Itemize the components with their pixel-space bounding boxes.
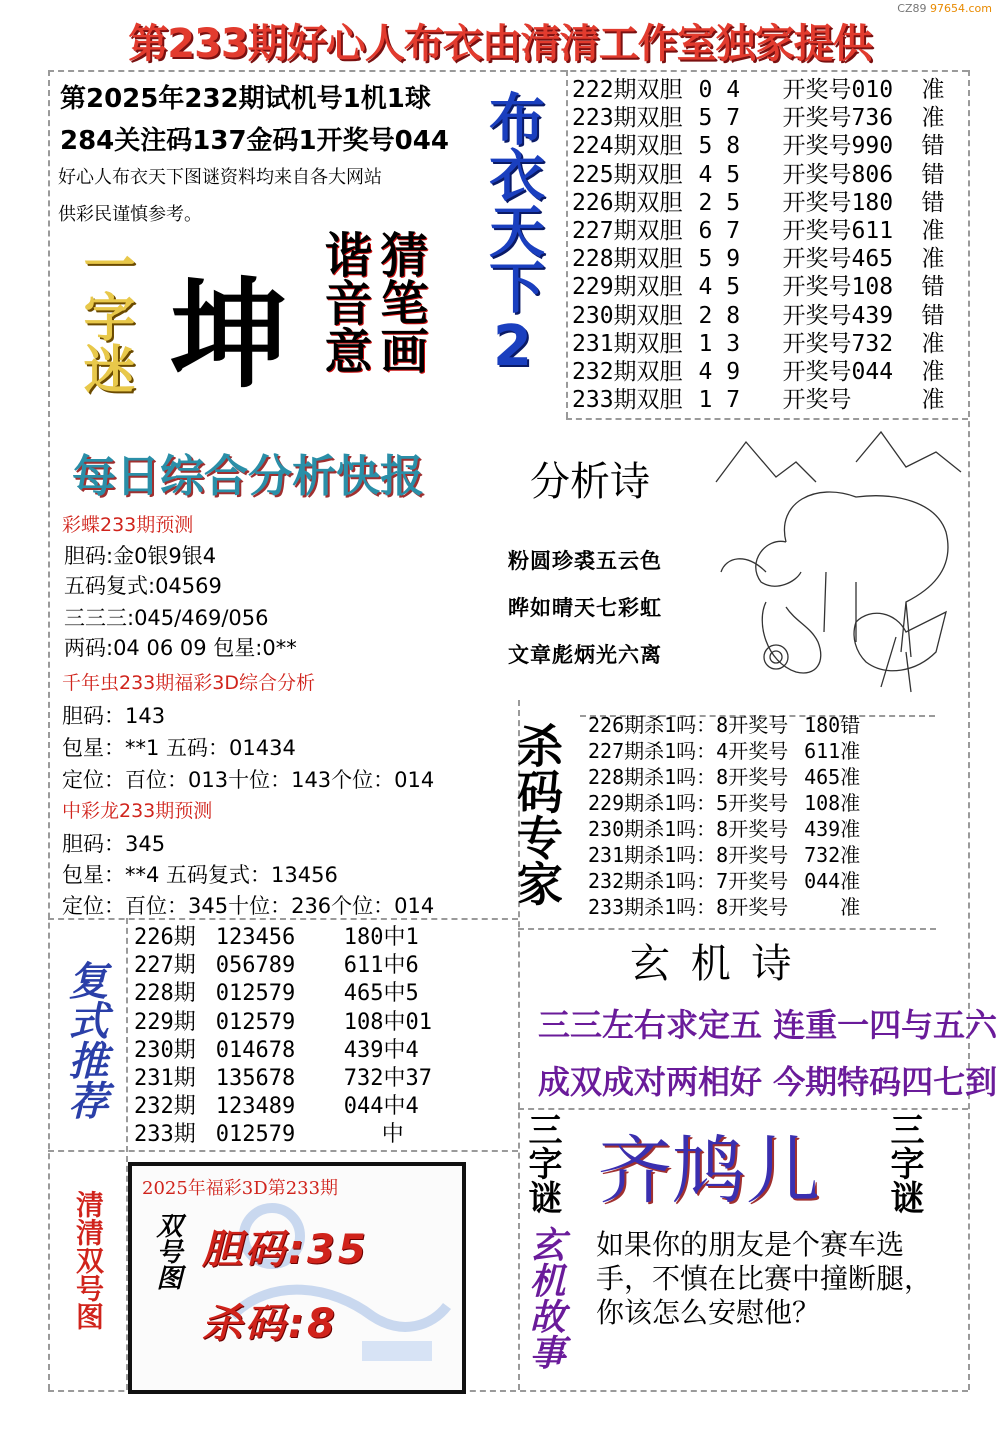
history-row [572,217,945,245]
fushi-nums: 056789 [215,953,296,979]
fushi-period: 228期 [134,981,196,1007]
kill-row [588,868,860,894]
history-result: 806 [851,161,894,188]
history-label: 开奖号 [782,387,852,414]
intro-line-3: 好心人布衣天下图谜资料均来自各大网站 [58,167,382,188]
qianniancong-baoxing: 包星：**1 五码：01434 [62,736,296,760]
fushi-row [134,1093,454,1121]
history-digits: 0 4 [698,77,741,103]
history-period: 231期双胆 [572,330,683,357]
history-verdict: 准 [921,387,945,414]
intro-line-4: 供彩民谨慎参考。 [58,204,202,225]
history-digits: 1 3 [698,330,741,357]
kill-row [588,764,860,790]
history-verdict: 准 [921,77,945,103]
history-result: 044 [851,358,894,385]
kill-row [588,738,860,764]
page-title: 第233期好心人布衣由清清工作室独家提供 [128,21,872,67]
caidie-title: 彩蝶233期预测 [62,514,194,536]
fushi-period: 230期 [134,1037,196,1063]
brand-vertical: 布衣天下2 [480,90,545,379]
three-char-answer: 齐鸠儿 [598,1128,820,1214]
fushi-period: 232期 [134,1094,196,1120]
history-label: 开奖号 [782,77,852,103]
kill-table [588,712,860,920]
history-label: 开奖号 [782,330,852,357]
history-period: 233期双胆 [572,387,683,414]
history-period: 224期双胆 [572,133,683,160]
history-result: 010 [851,77,894,103]
xuanji-poem-title: 玄 机 诗 [630,941,796,987]
history-result: 465 [851,246,894,273]
kill-row [588,790,860,816]
fushi-period: 227期 [134,953,196,979]
history-verdict: 准 [921,330,945,357]
history-label: 开奖号 [782,161,852,188]
history-verdict: 错 [921,302,945,329]
intro-line-2: 284关注码137金码1开奖号044 [60,126,449,156]
caidie-dan: 胆码:金0银9银4 [64,544,217,568]
history-digits: 6 7 [698,217,741,244]
analysis-poem-line-2: 晔如晴天七彩虹 [508,596,662,620]
history-label: 开奖号 [782,133,852,160]
kill-period: 231期杀1吗：8开奖号 [588,843,789,867]
fushi-result: 044中4 [343,1094,419,1120]
history-label: 开奖号 [782,274,852,301]
history-result: 732 [851,330,894,357]
fushi-period: 233期 [134,1122,196,1148]
fushi-result: 180中1 [343,925,419,950]
xuanji-poem-line-1: 三三左右求定五 连重一四与五六 [538,1006,998,1044]
qingqing-kill: 杀码:8 [202,1301,338,1347]
kill-result: 465准 [804,765,861,789]
history-label: 开奖号 [782,302,852,329]
history-digits: 5 7 [698,105,741,132]
history-period: 227期双胆 [572,217,683,244]
history-row [572,104,945,132]
history-verdict: 错 [921,133,945,160]
fushi-row [134,1037,454,1065]
kill-result: 044准 [804,869,861,893]
history-result: 990 [851,133,894,160]
history-digits: 5 9 [698,246,741,273]
history-row [572,273,945,301]
fushi-row [134,1065,454,1093]
history-period: 228期双胆 [572,246,683,273]
kill-result: 108准 [804,791,861,815]
history-row [572,302,945,330]
kill-row [588,816,860,842]
history-verdict: 准 [921,105,945,132]
watermark-site: 97654.com [930,2,992,15]
history-row [572,358,945,386]
watermark [897,2,992,15]
riddle-hint-col2: 谐音意 [316,230,372,374]
history-row [572,76,945,104]
zhongcailong-dan: 胆码：345 [62,832,166,856]
history-verdict: 错 [921,161,945,188]
history-verdict: 错 [921,274,945,301]
watermark-left: CZ89 [897,2,927,15]
caidie-liangma: 两码:04 06 09 包星:0** [64,636,297,660]
history-verdict: 错 [921,189,945,216]
history-digits: 5 8 [698,133,741,160]
history-label: 开奖号 [782,189,852,216]
kill-period: 227期杀1吗：4开奖号 [588,739,789,763]
fushi-row [134,924,454,952]
kill-result: 439准 [804,817,861,841]
xuanji-poem-line-2: 成双成对两相好 今期特码四七到 [538,1063,998,1101]
history-digits: 2 5 [698,189,741,216]
history-verdict: 准 [921,246,945,273]
kill-title: 杀码专家 [510,722,564,906]
analysis-poem-title: 分析诗 [530,459,650,505]
fushi-nums: 014678 [215,1037,296,1063]
history-row [572,330,945,358]
history-row [572,189,945,217]
story-text: 如果你的朋友是个赛车选手，不慎在比赛中撞断腿，你该怎么安慰他？ [596,1228,933,1329]
fushi-nums: 135678 [215,1065,296,1091]
history-digits: 1 7 [698,387,741,414]
qianniancong-title: 千年虫233期福彩3D综合分析 [62,672,315,694]
fushi-period: 226期 [134,925,196,950]
qianniancong-dingwei: 定位：百位：013十位：143个位：014 [62,768,435,792]
intro-line-1: 第2025年232期试机号1机1球 [60,84,431,114]
history-label: 开奖号 [782,358,852,385]
history-period: 222期双胆 [572,77,683,103]
kill-row [588,842,860,868]
history-result: 736 [851,105,894,132]
history-period: 225期双胆 [572,161,683,188]
qingqing-card-title: 2025年福彩3D第233期 [142,1178,339,1199]
kill-period: 233期杀1吗：8开奖号 [588,895,789,919]
kill-period: 232期杀1吗：7开奖号 [588,869,789,893]
history-label: 开奖号 [782,217,852,244]
kill-period: 230期杀1吗：8开奖号 [588,817,789,841]
three-char-label-left: 三字谜 [522,1112,562,1214]
history-result: 611 [851,217,894,244]
fushi-nums: 012579 [215,981,296,1007]
kill-period: 229期杀1吗：5开奖号 [588,791,789,815]
fushi-result: 中 [381,1122,404,1148]
fushi-nums: 123489 [215,1094,296,1120]
history-row [572,245,945,273]
caidie-fushi: 五码复式:04569 [64,574,222,598]
qingqing-card [128,1162,466,1394]
riddle-label: 一字迷 [74,238,134,394]
fushi-period: 231期 [134,1065,196,1091]
kill-result: 732准 [804,843,861,867]
kill-result: 准 [840,895,861,919]
history-result: 180 [851,189,894,216]
kill-period: 226期杀1吗：8开奖号 [588,713,789,737]
riddle-char: 坤 [170,265,289,404]
history-result: 439 [851,302,894,329]
history-label: 开奖号 [782,246,852,273]
fushi-nums: 012579 [215,1122,296,1148]
fushi-title: 复式推荐 [62,960,108,1120]
kill-period: 228期杀1吗：8开奖号 [588,765,789,789]
fushi-nums: 123456 [215,925,296,950]
zhongcailong-title: 中彩龙233期预测 [62,800,213,822]
fushi-result: 611中6 [343,953,419,979]
history-result: 108 [851,274,894,301]
history-period: 230期双胆 [572,302,683,329]
history-digits: 2 8 [698,302,741,329]
fushi-row [134,1009,454,1037]
fushi-result: 465中5 [343,981,419,1007]
kill-row [588,894,860,920]
history-row [572,132,945,160]
fushi-result: 108中01 [343,1009,432,1035]
fushi-nums: 012579 [215,1009,296,1035]
riddle-hint-col1: 猜笔画 [372,230,428,374]
fushi-result: 439中4 [343,1037,419,1063]
history-label: 开奖号 [782,105,852,132]
history-period: 226期双胆 [572,189,683,216]
history-row [572,161,945,189]
history-digits: 4 5 [698,274,741,301]
caidie-sss: 三三三:045/469/056 [64,606,269,630]
zhongcailong-baoxing: 包星：**4 五码复式：13456 [62,863,338,887]
three-char-label-right: 三字谜 [884,1112,924,1214]
kill-result: 180错 [804,713,861,737]
fushi-table [134,924,454,1150]
fushi-result: 732中37 [343,1065,432,1091]
history-period: 223期双胆 [572,105,683,132]
qingqing-label: 清清双号图 [72,1190,105,1330]
fushi-row [134,1121,454,1149]
story-label: 玄机故事 [524,1226,565,1370]
history-table [572,76,945,414]
qingqing-dan: 胆码:35 [202,1227,369,1273]
analysis-poem-line-3: 文章彪炳光六离 [508,643,662,667]
analysis-poem-line-1: 粉圆珍裘五云色 [508,549,662,573]
fushi-period: 229期 [134,1009,196,1035]
qingqing-side: 双号图 [152,1212,182,1290]
history-verdict: 准 [921,358,945,385]
kill-row [588,712,860,738]
daily-report-title: 每日综合分析快报 [72,451,424,502]
history-digits: 4 5 [698,161,741,188]
history-row [572,386,945,414]
history-digits: 4 9 [698,358,741,385]
ox-herder-illustration [706,422,968,712]
fushi-row [134,952,454,980]
kill-result: 611准 [804,739,861,763]
zhongcailong-dingwei: 定位：百位：345十位：236个位：014 [62,894,435,918]
history-period: 229期双胆 [572,274,683,301]
history-period: 232期双胆 [572,358,683,385]
qianniancong-dan: 胆码：143 [62,704,166,728]
fushi-row [134,980,454,1008]
history-verdict: 准 [921,217,945,244]
